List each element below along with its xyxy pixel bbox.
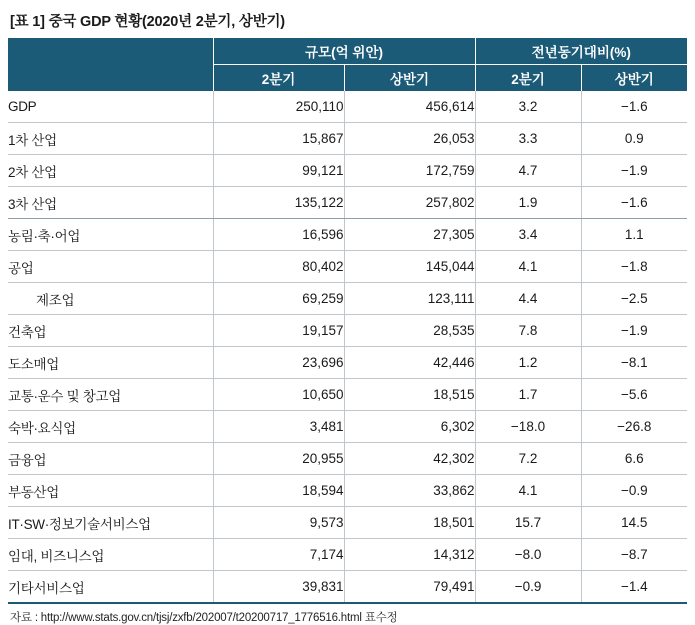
row-label: 도소매업 <box>8 347 213 379</box>
row-label: 3차 산업 <box>8 187 213 219</box>
row-label: 금융업 <box>8 443 213 475</box>
cell-scale-h1: 27,305 <box>344 219 475 251</box>
cell-scale-q2: 135,122 <box>213 187 344 219</box>
cell-scale-q2: 250,110 <box>213 91 344 123</box>
cell-yoy-h1: 14.5 <box>581 507 687 539</box>
row-label: GDP <box>8 91 213 123</box>
cell-scale-q2: 3,481 <box>213 411 344 443</box>
table-row <box>8 123 687 155</box>
cell-scale-h1: 456,614 <box>344 91 475 123</box>
table-row <box>8 155 687 187</box>
row-label: 기타서비스업 <box>8 571 213 604</box>
table-row <box>8 347 687 379</box>
cell-scale-q2: 19,157 <box>213 315 344 347</box>
table-row <box>8 283 687 315</box>
header-group-scale: 규모(억 위안) <box>213 38 475 65</box>
row-label: 1차 산업 <box>8 123 213 155</box>
table-row <box>8 379 687 411</box>
cell-scale-q2: 39,831 <box>213 571 344 604</box>
cell-yoy-h1: −1.8 <box>581 251 687 283</box>
cell-yoy-q2: −18.0 <box>475 411 581 443</box>
cell-scale-h1: 172,759 <box>344 155 475 187</box>
cell-yoy-h1: 0.9 <box>581 123 687 155</box>
table-body <box>8 91 687 603</box>
cell-yoy-h1: −1.6 <box>581 91 687 123</box>
cell-scale-h1: 257,802 <box>344 187 475 219</box>
cell-scale-h1: 26,053 <box>344 123 475 155</box>
cell-scale-q2: 18,594 <box>213 475 344 507</box>
cell-yoy-h1: −0.9 <box>581 475 687 507</box>
cell-scale-q2: 20,955 <box>213 443 344 475</box>
header-yoy-h1: 상반기 <box>581 65 687 92</box>
cell-scale-h1: 18,501 <box>344 507 475 539</box>
cell-yoy-q2: 7.2 <box>475 443 581 475</box>
cell-scale-q2: 7,174 <box>213 539 344 571</box>
cell-scale-h1: 6,302 <box>344 411 475 443</box>
table-row <box>8 315 687 347</box>
source-note: 자료 : http://www.stats.gov.cn/tjsj/zxfb/202007/t20200717_1776516.html 표수정 <box>10 612 398 624</box>
cell-yoy-h1: 6.6 <box>581 443 687 475</box>
table-header <box>8 38 687 91</box>
cell-yoy-q2: 1.9 <box>475 187 581 219</box>
row-label: 임대, 비즈니스업 <box>8 539 213 571</box>
cell-yoy-h1: 1.1 <box>581 219 687 251</box>
cell-yoy-q2: 4.7 <box>475 155 581 187</box>
cell-yoy-q2: −8.0 <box>475 539 581 571</box>
row-label: 공업 <box>8 251 213 283</box>
cell-yoy-q2: 4.1 <box>475 251 581 283</box>
row-label: 농림·축·어업 <box>8 219 213 251</box>
cell-yoy-h1: −26.8 <box>581 411 687 443</box>
table-row <box>8 539 687 571</box>
cell-scale-h1: 42,446 <box>344 347 475 379</box>
cell-scale-q2: 80,402 <box>213 251 344 283</box>
row-label: 2차 산업 <box>8 155 213 187</box>
cell-yoy-q2: 4.4 <box>475 283 581 315</box>
page-title: [표 1] 중국 GDP 현황(2020년 2분기, 상반기) <box>10 14 285 30</box>
cell-yoy-h1: −1.9 <box>581 155 687 187</box>
table-row <box>8 187 687 219</box>
cell-yoy-h1: −2.5 <box>581 283 687 315</box>
table-row <box>8 507 687 539</box>
table-row <box>8 219 687 251</box>
table-row <box>8 91 687 123</box>
cell-scale-h1: 18,515 <box>344 379 475 411</box>
table-row <box>8 251 687 283</box>
header-group-yoy: 전년동기대비(%) <box>475 38 687 65</box>
table-row <box>8 411 687 443</box>
row-label: 교통·운수 및 창고업 <box>8 379 213 411</box>
cell-yoy-q2: −0.9 <box>475 571 581 604</box>
cell-yoy-h1: −1.4 <box>581 571 687 604</box>
cell-yoy-q2: 1.7 <box>475 379 581 411</box>
cell-scale-h1: 14,312 <box>344 539 475 571</box>
cell-scale-q2: 99,121 <box>213 155 344 187</box>
cell-yoy-h1: −1.9 <box>581 315 687 347</box>
cell-yoy-q2: 3.3 <box>475 123 581 155</box>
cell-yoy-h1: −5.6 <box>581 379 687 411</box>
cell-scale-q2: 69,259 <box>213 283 344 315</box>
header-corner-cell <box>8 38 213 91</box>
cell-scale-h1: 33,862 <box>344 475 475 507</box>
table-row <box>8 475 687 507</box>
cell-scale-q2: 9,573 <box>213 507 344 539</box>
header-scale-q2: 2분기 <box>213 65 344 92</box>
cell-yoy-q2: 7.8 <box>475 315 581 347</box>
cell-yoy-q2: 1.2 <box>475 347 581 379</box>
cell-yoy-h1: −8.1 <box>581 347 687 379</box>
row-label: 부동산업 <box>8 475 213 507</box>
row-label: 제조업 <box>8 283 213 315</box>
cell-scale-h1: 79,491 <box>344 571 475 604</box>
cell-yoy-q2: 15.7 <box>475 507 581 539</box>
row-label: IT·SW·정보기술서비스업 <box>8 507 213 539</box>
table-row <box>8 571 687 604</box>
row-label: 숙박·요식업 <box>8 411 213 443</box>
cell-yoy-q2: 4.1 <box>475 475 581 507</box>
cell-yoy-q2: 3.2 <box>475 91 581 123</box>
cell-yoy-h1: −1.6 <box>581 187 687 219</box>
cell-scale-q2: 15,867 <box>213 123 344 155</box>
table-row <box>8 443 687 475</box>
cell-scale-q2: 23,696 <box>213 347 344 379</box>
cell-scale-q2: 10,650 <box>213 379 344 411</box>
cell-yoy-h1: −8.7 <box>581 539 687 571</box>
row-label: 건축업 <box>8 315 213 347</box>
header-scale-h1: 상반기 <box>344 65 475 92</box>
cell-scale-h1: 28,535 <box>344 315 475 347</box>
header-yoy-q2: 2분기 <box>475 65 581 92</box>
cell-scale-q2: 16,596 <box>213 219 344 251</box>
cell-scale-h1: 123,111 <box>344 283 475 315</box>
header-row-groups <box>8 38 687 65</box>
cell-scale-h1: 145,044 <box>344 251 475 283</box>
cell-yoy-q2: 3.4 <box>475 219 581 251</box>
cell-scale-h1: 42,302 <box>344 443 475 475</box>
gdp-table <box>8 38 687 604</box>
